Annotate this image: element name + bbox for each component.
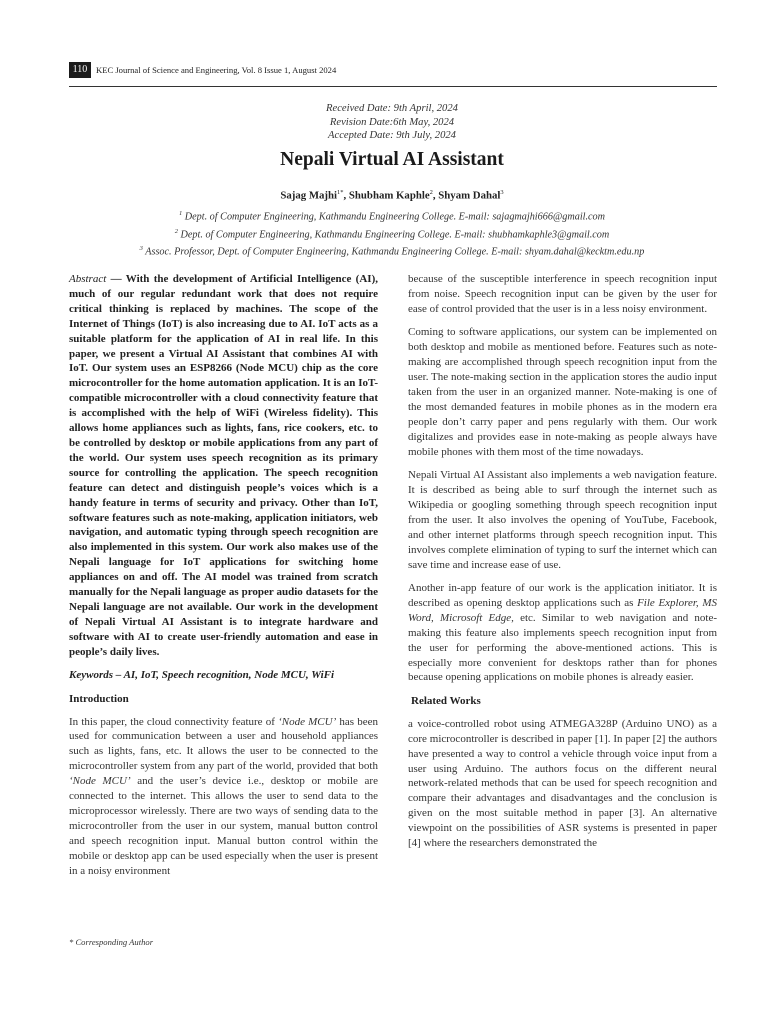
paper-title: Nepali Virtual AI Assistant (280, 149, 504, 170)
author-3: Shyam Dahal (438, 189, 501, 202)
left-column (69, 272, 378, 887)
intro-em-2: ‘Node MCU’ (69, 775, 131, 788)
right-paragraph-2: Coming to software applications, our system can be implemented on both desktop and mobile as mentioned before. Features such as note-making are accomplished through speech recognition input from the user. The note-making section in the application stores the audio input taken from the user in an organized manner. Note-making is one of the most demanded features in mobile phones as in the modern era people don’t carry paper and pens regularly with them. Our work digitalizes and provides ease in note-making as people always have mobile phones with them most of the time nowadays. (408, 326, 717, 458)
right-paragraph-4 (408, 581, 717, 685)
affiliation-3-sup: 3 (139, 245, 143, 253)
corresponding-author-note: * Corresponding Author (69, 937, 154, 947)
related-works-heading: Related Works (411, 694, 481, 707)
introduction-paragraph (69, 715, 378, 879)
received-date: Received Date: 9th April, 2024 (326, 103, 458, 114)
right-p4-em: File Explorer, MS Word, Microsoft Edge, (408, 596, 717, 624)
affiliation-2-text: Dept. of Computer Engineering, Kathmandu Engineering College. E-mail: shubhamkaphle3@gmail.com (180, 228, 610, 240)
page-number: 110 (69, 62, 91, 78)
article-dates (0, 102, 768, 143)
author-1-sup: 1* (337, 189, 344, 196)
abstract-dash: — (106, 273, 126, 285)
journal-name: KEC Journal of Science and Engineering, Vol. 8 Issue 1, August 2024 (96, 65, 337, 75)
affiliation-1-text: Dept. of Computer Engineering, Kathmandu Engineering College. E-mail: sajagmajhi666@gmail.com (184, 211, 606, 223)
abstract (69, 272, 378, 660)
intro-em-1: ‘Node MCU’ (278, 715, 337, 728)
right-p4-text-b: etc. Similar to web navigation and note-making this feature also implements speech recognition input from the user for performing the above-mentioned actions. This is especially more convenient for desktops rather than for phones because opening applications on mobile phones is already easier. (408, 611, 717, 684)
affiliation-2-sup: 2 (174, 227, 178, 235)
running-header (69, 62, 717, 87)
revision-date: Revision Date:6th May, 2024 (329, 116, 455, 128)
author-2: Shubham Kaphle (348, 189, 430, 202)
right-column (408, 272, 717, 860)
affiliation-3-text: Assoc. Professor, Dept. of Computer Engineering, Kathmandu Engineering College. E-mail: shyam.dahal@kecktm.edu.np (145, 246, 645, 258)
abstract-text: With the development of Artificial Intelligence (AI), much of our regular redundant work that does not require critical thinking is replaced by machines. The scope of the Internet of Things (IoT) is also increasing due to AI. IoT acts as a suitable platform for the application of AI in real life. In this paper, we present a Virtual AI Assistant that combines AI with IoT. Our system uses an ESP8266 (Node MCU) chip as the core microcontroller for the home automation application. It is an IoT-compatible microcontroller with a cloud connectivity feature that is accomplished with the help of WiFi (Wireless fidelity). This allows home appliances such as lights, fans, rice cookers, etc. to be controlled by desktop or mobile applications from any part of the world. Our system uses speech recognition as its primary source for controlling the application. The speech recognition feature can detect and distinguish people’s voices which is a handy feature in terms of security and privacy. Other than IoT, software features such as note-making, application initiators, web navigation, and automatic typing through speech recognition are also implemented in this system. Our work also makes use of the Nepali language for IoT applications for switching home appliances on and off. The AI model was trained from scratch manually for the Nepali language as proper audio datasets for the Nepali language are not available. Our work in the development of Nepali Virtual AI Assistant is to integrate hardware and software with AI to create user-friendly automation and ease in people’s daily lives. (69, 273, 378, 658)
intro-text-c: and the user’s device i.e., desktop or mobile are connected to the internet. This allows the user to send data to the microprocessor wirelessly. There are two ways of sending data to the microcontroller from the user in our system, manual button control and speech recognition input. Manual button control within the mobile or desktop app can be used especially when the user is present in a noisy environment (69, 775, 378, 877)
accepted-date: Accepted Date: 9th July, 2024 (328, 130, 456, 141)
affiliations (0, 207, 768, 260)
affiliation-3 (0, 242, 768, 260)
introduction-heading: Introduction (69, 692, 129, 705)
right-paragraph-5: a voice-controlled robot using ATMEGA328P (Arduino UNO) as a core microcontroller is described in paper [1]. In paper [2] the authors have presented a way to control a vehicle through voice input from a user using Arduino. The authors focus on the different neural network-related methods that can be used for speech recognition and compare their advantages and disadvantages and the conclusion is given on the most suitable method in paper [3]. An alternative viewpoint on the possibilities of ASR systems is presented in paper [4] where the researchers demonstrated the (408, 717, 717, 850)
author-3-sup: 3 (500, 189, 504, 196)
author-1: Sajag Majhi (280, 189, 338, 202)
intro-text-a: In this paper, the cloud connectivity feature of (69, 715, 279, 728)
right-paragraph-1: because of the susceptible interference in speech recognition input from noise. Speech recognition input can be given by the user for ease of control provided that the user is in a less noisy environment. (408, 273, 717, 315)
author-list: Sajag Majhi$^{1*}$, Shubham Kaphle$^2$, Shyam Dahal$^3$ (280, 189, 504, 202)
intro-text-b: has been used for communication between a user and household appliances such as lights, fans, etc. It allows the user to be connected to the microcontroller system from any part of the world, provided that both (69, 715, 378, 773)
abstract-lead: Abstract (69, 273, 107, 285)
keywords: Keywords – AI, IoT, Speech recognition, Node MCU, WiFi (69, 669, 335, 682)
right-p4-text-a: Another in-app feature of our work is the application initiator. It is described as opening desktop applications such as (408, 582, 717, 609)
right-paragraph-3: Nepali Virtual AI Assistant also implements a web navigation feature. It is described as being able to surf through the internet such as Wikipedia or googling something through speech recognition input from the user. It also involves the opening of YouTube, Facebook, and other internet platforms through speech recognition input. This involves complete elimination of typing to surf the internet which can save time and increase ease of use. (408, 469, 717, 571)
affiliation-2 (0, 225, 768, 243)
affiliation-1-sup: 1 (178, 210, 183, 217)
author-2-sup: 2 (429, 189, 433, 196)
affiliation-1 (0, 207, 768, 225)
